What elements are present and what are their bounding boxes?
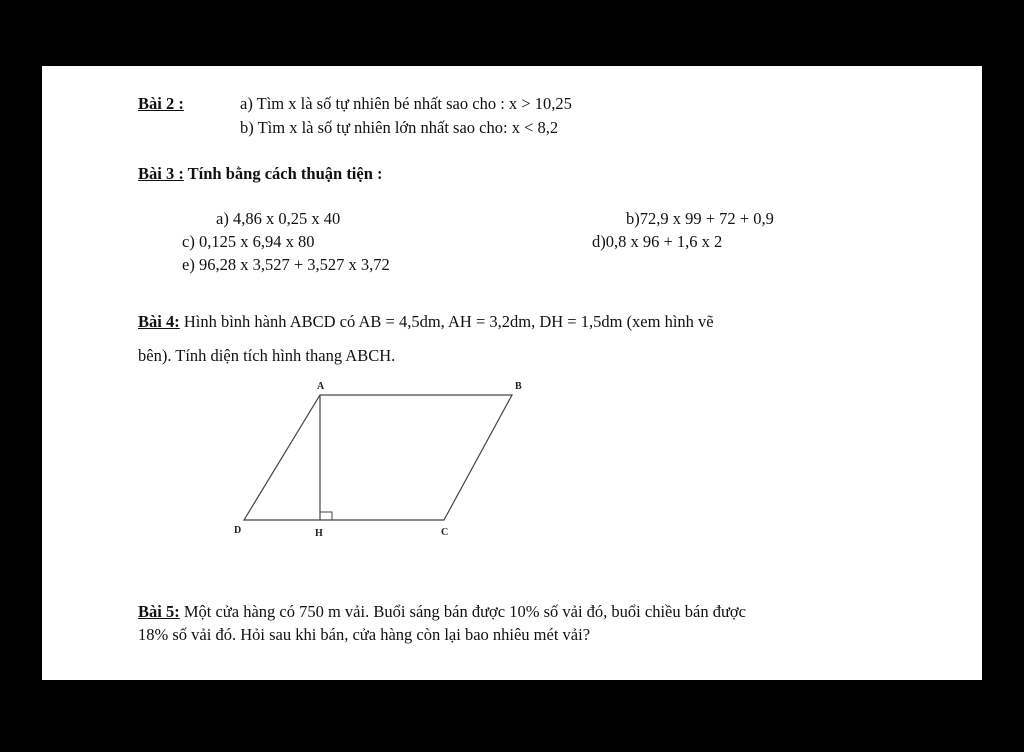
vertex-b-label: B (515, 381, 522, 392)
bai4-line1 (138, 312, 714, 332)
vertex-d-label: D (234, 525, 242, 536)
vertex-c-label: C (441, 527, 449, 538)
point-h-label: H (315, 528, 323, 539)
bai3-part-b: b)72,9 x 99 + 72 + 0,9 (626, 209, 774, 228)
bai3-part-c: c) 0,125 x 6,94 x 80 (182, 232, 315, 251)
bai3-part-e: e) 96,28 x 3,527 + 3,527 x 3,72 (182, 255, 390, 274)
bai4-line2: bên). Tính diện tích hình thang ABCH. (138, 346, 396, 365)
bai2-label: Bài 2 : (138, 94, 184, 113)
bai4-label: Bài 4: (138, 312, 180, 331)
bai4-text1: Hình bình hành ABCD có AB = 4,5dm, AH = 3,2dm, DH = 1,5dm (xem hình vẽ (179, 312, 714, 331)
bai3-part-d: d)0,8 x 96 + 1,6 x 2 (592, 232, 723, 251)
bai3-title: Tính bằng cách thuận tiện : (183, 164, 383, 183)
right-angle-mark (320, 512, 332, 520)
vertex-a-label: A (317, 381, 325, 392)
bai5-label: Bài 5: (138, 602, 180, 621)
bai2-part-a: a) Tìm x là số tự nhiên bé nhất sao cho : x > 10,25 (240, 94, 572, 113)
bai2-part-b: b) Tìm x là số tự nhiên lớn nhất sao cho: x < 8,2 (240, 118, 559, 137)
bai3-label: Bài 3 : (138, 164, 184, 183)
bai5-line1 (138, 602, 746, 622)
bai3-heading (138, 164, 383, 184)
bai5-text1: Một cửa hàng có 750 m vải. Buổi sáng bán được 10% số vải đó, buổi chiều bán được (179, 602, 746, 621)
parallelogram-abcd (244, 395, 512, 520)
worksheet-page (42, 66, 982, 680)
parallelogram-figure (232, 378, 532, 548)
bai5-line2: 18% số vải đó. Hỏi sau khi bán, cửa hàng còn lại bao nhiêu mét vải? (138, 625, 591, 644)
bai3-part-a: a) 4,86 x 0,25 x 40 (216, 209, 341, 228)
